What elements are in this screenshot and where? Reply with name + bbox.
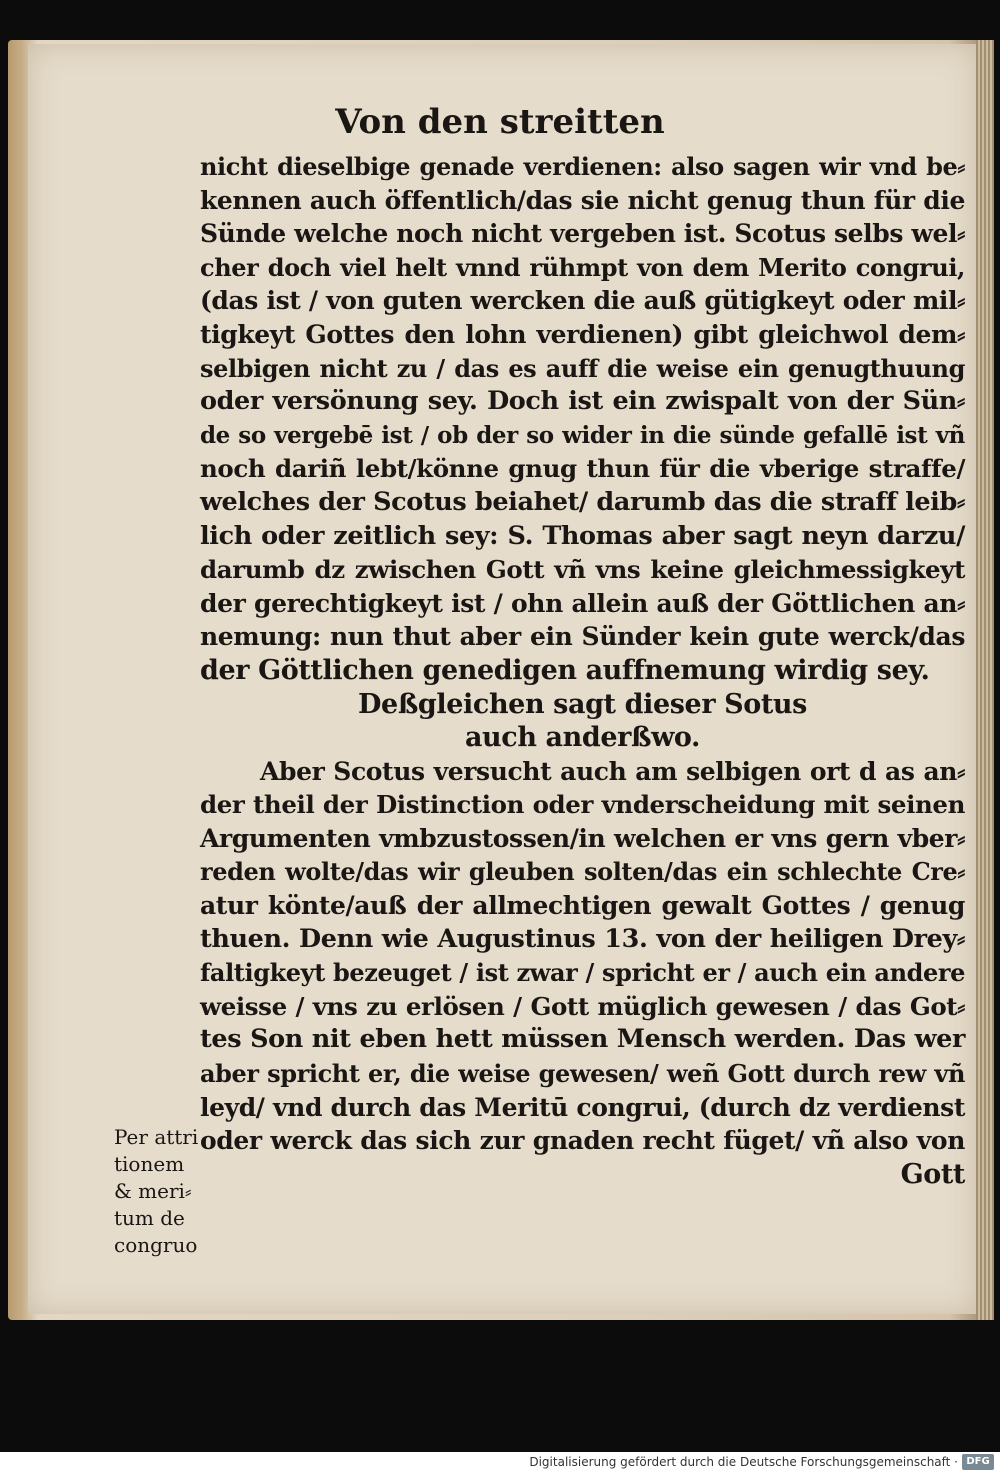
text-line: reden wolte/das wir gleuben solten/das ein schlechte Cre⸗ (200, 857, 965, 887)
margin-note-line: & meri⸗ (114, 1179, 192, 1203)
margin-note-line: tum de (114, 1206, 185, 1230)
page-edge-strip (976, 40, 994, 1320)
text-line: Gott (900, 1158, 965, 1190)
text-line: weisse / vns zu erlösen / Gott müglich gewesen / das Got⸗ (200, 991, 965, 1021)
text-line: tes Son nit eben hett müssen Mensch werden. Das wer (200, 1024, 965, 1055)
text-line: kennen auch öffentlich/das sie nicht genug thun für die (200, 185, 965, 215)
margin-note-line: congruo (114, 1233, 198, 1257)
text-line: Aber Scotus versucht auch am selbigen ort d as an⸗ (260, 756, 965, 786)
text-line: selbigen nicht zu / das es auff die weise ein genugthuung (200, 353, 965, 383)
footer-credit: Digitalisierung gefördert durch die Deutsche Forschungsgemeinschaft · (529, 1455, 958, 1469)
text-line: nemung: nun thut aber ein Sünder kein gute werck/das (200, 622, 965, 652)
body-text (200, 150, 965, 1191)
text-line: leyd/ vnd durch das Meritū congrui, (durch dz verdienst (200, 1092, 965, 1122)
margin-note-line: Per attri (114, 1125, 199, 1149)
text-line: cher doch viel helt vnnd rühmpt von dem Merito congrui, (200, 252, 965, 282)
text-line: (das ist / von guten wercken die auß gütigkeyt oder mil⸗ (200, 286, 965, 316)
dfg-logo: DFG (962, 1454, 994, 1470)
text-line: nicht dieselbige genade verdienen: also sagen wir vnd be⸗ (200, 152, 965, 181)
text-line: der gerechtigkeyt ist / ohn allein auß der Göttlichen an⸗ (200, 588, 965, 618)
text-line: der theil der Distinction oder vnderscheidung mit seinen (200, 790, 965, 820)
footer-bar (0, 1452, 1000, 1474)
text-line: thuen. Denn wie Augustinus 13. von der heiligen Drey⸗ (200, 923, 965, 954)
text-line: auch anderßwo. (464, 722, 701, 754)
text-line: Argumenten vmbzustossen/in welchen er vns gern vber⸗ (200, 823, 965, 853)
margin-note (114, 1124, 224, 1259)
text-line: noch dariñ lebt/könne gnug thun für die vberige straffe/ (200, 454, 965, 484)
text-line: lich oder zeitlich sey: S. Thomas aber sagt neyn darzu/ (200, 520, 965, 551)
text-line: atur könte/auß der allmechtigen gewalt Gottes / genug (200, 891, 965, 921)
running-head: Von den streitten (335, 102, 665, 142)
text-line: der Göttlichen genedigen auffnemung wirdig sey. (200, 654, 930, 686)
text-line: oder versönung sey. Doch ist ein zwispalt von der Sün⸗ (200, 386, 965, 417)
text-line: oder werck das sich zur gnaden recht füget/ vñ also von (200, 1126, 965, 1156)
text-line: faltigkeyt bezeuget / ist zwar / spricht er / auch ein andere (200, 958, 965, 988)
margin-note-line: tionem (114, 1152, 185, 1176)
text-line: welches der Scotus beiahet/ darumb das die straff leib⸗ (200, 486, 965, 517)
text-line: tigkeyt Gottes den lohn verdienen) gibt gleichwol dem⸗ (200, 319, 965, 349)
text-line: Sünde welche noch nicht vergeben ist. Scotus selbs wel⸗ (200, 219, 965, 249)
text-line: darumb dz zwischen Gott vñ vns keine gleichmessigkeyt (200, 555, 965, 585)
text-line: aber spricht er, die weise gewesen/ weñ Gott durch rew vñ (200, 1059, 965, 1089)
text-line: Deßgleichen sagt dieser Sotus (358, 688, 807, 720)
text-line: de so vergebē ist / ob der so wider in die sünde gefallē ist vñ (200, 421, 965, 449)
